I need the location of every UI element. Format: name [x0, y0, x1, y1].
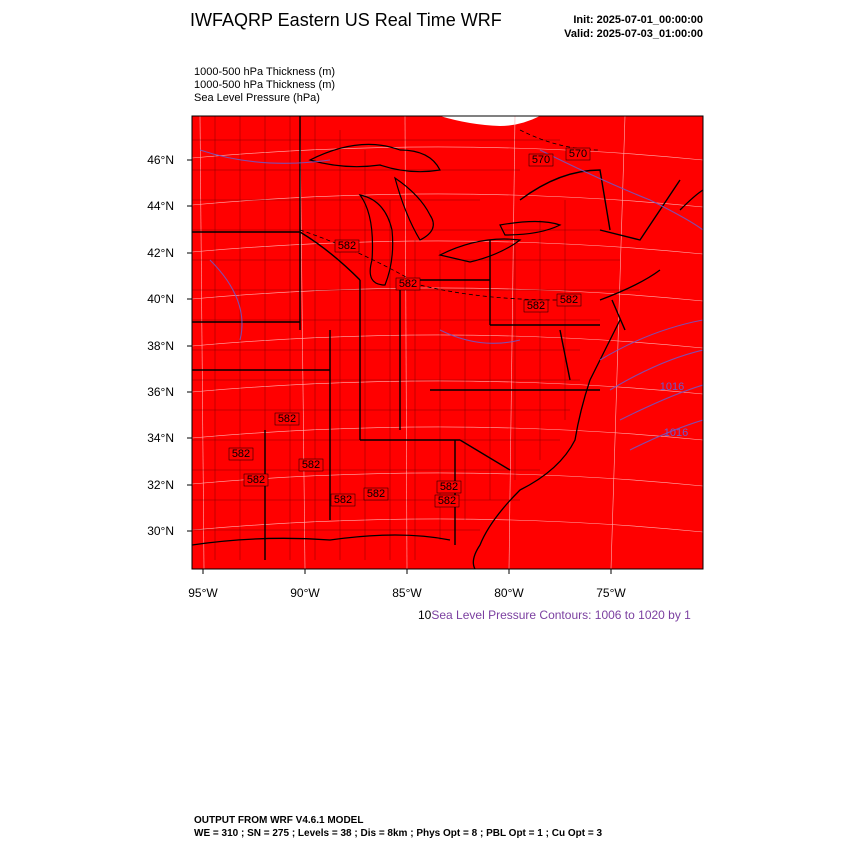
pressure-label: 1016	[659, 381, 685, 393]
thickness-label: 582	[231, 448, 251, 460]
lon-label: 90°W	[290, 586, 320, 600]
plot-title: IWFAQRP Eastern US Real Time WRF	[190, 10, 502, 30]
thickness-label: 570	[568, 148, 588, 160]
contour-info	[418, 608, 691, 622]
contour-info-prefix: 10	[418, 608, 432, 622]
valid-time: Valid: 2025-07-03_01:00:00	[564, 28, 703, 40]
thickness-label: 582	[277, 413, 297, 425]
lon-label: 75°W	[596, 586, 626, 600]
footer-model: OUTPUT FROM WRF V4.6.1 MODEL	[194, 815, 364, 826]
contour-info-text: Sea Level Pressure Contours: 1006 to 1020 by 1	[431, 608, 691, 622]
lat-label: 38°N	[147, 339, 174, 353]
thickness-label: 582	[366, 488, 386, 500]
lat-label: 30°N	[147, 524, 174, 538]
thickness-label: 570	[531, 154, 551, 166]
lat-label: 36°N	[147, 385, 174, 399]
thickness-label: 582	[246, 474, 266, 486]
init-time: Init: 2025-07-01_00:00:00	[573, 14, 703, 26]
lon-label: 95°W	[188, 586, 218, 600]
lat-label: 34°N	[147, 431, 174, 445]
thickness-label: 582	[439, 481, 459, 493]
pressure-label: 1016	[663, 427, 689, 439]
field-label-slp: Sea Level Pressure (hPa)	[194, 92, 320, 104]
thickness-label: 582	[337, 240, 357, 252]
lat-label: 42°N	[147, 246, 174, 260]
field-label-thickness-1: 1000-500 hPa Thickness (m)	[194, 66, 336, 78]
lon-label: 80°W	[494, 586, 524, 600]
thickness-label: 582	[526, 300, 546, 312]
lat-label: 44°N	[147, 199, 174, 213]
lat-label: 32°N	[147, 478, 174, 492]
thickness-label: 582	[437, 495, 457, 507]
lat-label: 40°N	[147, 292, 174, 306]
footer-config: WE = 310 ; SN = 275 ; Levels = 38 ; Dis = 8km ; Phys Opt = 8 ; PBL Opt = 1 ; Cu Opt = 3	[194, 828, 603, 839]
thickness-label: 582	[333, 494, 353, 506]
thickness-label: 582	[559, 294, 579, 306]
lat-label: 46°N	[147, 153, 174, 167]
thickness-label: 582	[301, 459, 321, 471]
thickness-label: 582	[398, 278, 418, 290]
field-label-thickness-2: 1000-500 hPa Thickness (m)	[194, 79, 336, 91]
lon-label: 85°W	[392, 586, 422, 600]
